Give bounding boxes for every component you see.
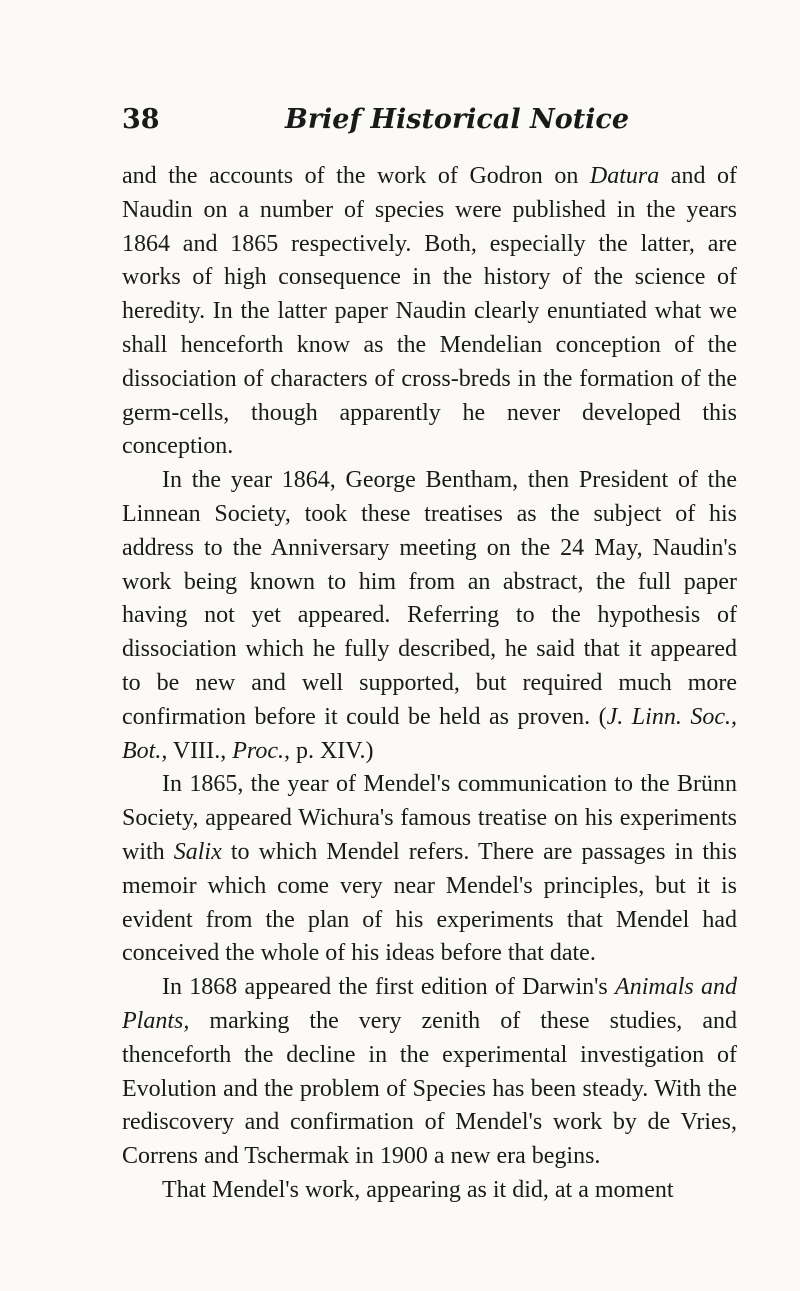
paragraph	[122, 160, 737, 464]
paragraph	[122, 971, 737, 1174]
italic-run: Salix	[173, 838, 222, 865]
text-run: That Mendel's work, appearing as it did, at a moment	[162, 1176, 674, 1203]
text-run: and of Naudin on a number of species were published in the years 1864 and 1865 respectively. Both, especially the latter, are works of high consequence in the history of the science of heredity. In the latter paper Naudin clearly enuntiated what we shall henceforth know as the Mendelian conception of the dissociation of characters of cross-breds in the formation of the germ-cells, though apparently he never developed this conception.	[122, 163, 737, 460]
italic-run: Proc.,	[232, 737, 290, 764]
page-header	[122, 104, 752, 144]
italic-run: J. Linn. Soc., Bot.,	[122, 703, 737, 764]
paragraph	[122, 1174, 737, 1208]
text-run: and the accounts of the work of Godron on	[122, 163, 590, 189]
text-run: In 1868 appeared the first edition of Darwin's	[162, 974, 616, 1001]
italic-run: Datura	[589, 163, 660, 189]
text-run: marking the very zenith of these studies, and thenceforth the decline in the experimental investigation of Evolution and the problem of Species has been steady. With the rediscovery and confirmation of Mendel's work by de Vries, Correns and Tschermak in 1900 a new era begins.	[122, 1007, 737, 1170]
page-number: 38	[122, 104, 160, 135]
running-head: Brief Historical Notice	[285, 104, 630, 135]
text-run: to which Mendel refers. There are passages in this memoir which come very near Mendel's principles, but it is evident from the plan of his experiments that Mendel had conceived the whole of his ideas before that date.	[122, 838, 737, 967]
italic-run: Animals and Plants,	[122, 974, 737, 1034]
text-run: In 1865, the year of Mendel's communication to the Brünn Society, appeared Wichura's famous treatise on his experiments with	[122, 771, 737, 865]
text-run: p. XIV.)	[289, 737, 374, 764]
paragraph	[122, 768, 737, 971]
paragraph	[122, 464, 737, 768]
body-text	[122, 160, 737, 1208]
text-run: In the year 1864, George Bentham, then President of the Linnean Society, took these treatises as the subject of his address to the Anniversary meeting on the 24 May, Naudin's work being known to him from an abstract, the full paper having not yet appeared. Referring to the hypothesis of dissociation which he fully described, he said that it appeared to be new and well supported, but required much more confirmation before it could be held as proven. (	[122, 467, 737, 730]
text-run: VIII.,	[167, 737, 233, 764]
